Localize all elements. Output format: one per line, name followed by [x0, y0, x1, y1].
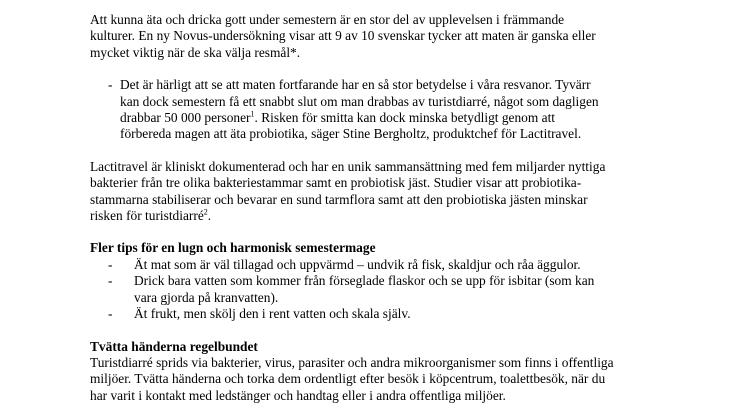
intro-line: mycket viktig när de ska välja resmål*.: [90, 44, 301, 60]
list-dash: -: [108, 273, 113, 289]
lactitravel-text: risken för turistdiarré: [90, 208, 204, 224]
intro-line: Att kunna äta och dricka gott under semestern är en stor del av upplevelsen i främmande: [90, 12, 565, 27]
tips-heading: Fler tips för en lugn och harmonisk semestermage: [90, 240, 376, 256]
list-item-text: vara gjorda på kranvatten).: [134, 289, 279, 305]
lactitravel-text: .: [207, 208, 212, 224]
lactitravel-line: Lactitravel är kliniskt dokumenterad och har en unik sammansättning med fem miljarder nyttiga: [90, 158, 606, 174]
list-dash: -: [108, 306, 113, 322]
lactitravel-paragraph: [90, 159, 690, 225]
lactitravel-line: [90, 208, 690, 224]
hands-line: Turistdiarré sprids via bakterier, virus, parasiter och andra mikroorganismer som finns i offentliga: [90, 354, 614, 370]
footnote-ref-1: 1: [250, 109, 255, 119]
hands-heading: Tvätta händerna regelbundet: [90, 338, 258, 354]
quote-line: kan dock semestern få ett snabbt slut om man drabbas av turistdiarré, något som dagligen: [120, 93, 599, 109]
document-page: [90, 12, 690, 404]
list-item: [90, 306, 690, 322]
list-item-text: Ät frukt, men skölj den i rent vatten och skala själv.: [134, 306, 411, 322]
intro-line: kulturer. En ny Novus-undersökning visar att 9 av 10 svenskar tycker att maten är ganska eller: [90, 28, 596, 44]
quote-line: förbereda magen att äta probiotika, säger Stine Bergholtz, produktchef för Lactitravel.: [120, 126, 582, 142]
hands-paragraph: [90, 355, 690, 404]
hands-line: miljöer. Tvätta händerna och torka dem ordentligt efter besök i köpcentrum, toalettbesök, när du: [90, 371, 606, 387]
quote-text: . Risken för smitta kan dock minska betydligt genom att: [254, 110, 556, 126]
quote-text: drabbar 50 000 personer: [120, 110, 251, 126]
quote-line: [120, 110, 690, 126]
quote-block: [90, 77, 690, 143]
footnote-ref-2: 2: [203, 207, 208, 217]
quote-dash: -: [108, 77, 113, 93]
list-item: [90, 273, 690, 306]
tips-list: [90, 257, 690, 323]
lactitravel-line: bakterier från tre olika bakteriestammar samt en probiotisk jäst. Studier visar att probiotika-: [90, 175, 582, 191]
lactitravel-line: stammarna stabiliserar och bevarar en sund tarmflora samt att den probiotiska jästen minskar: [90, 191, 588, 207]
list-dash: -: [108, 256, 113, 272]
quote-line: Det är härligt att se att maten fortfarande har en så stor betydelse i våra resvanor. Tyvärr: [120, 77, 591, 93]
hands-line: har varit i kontakt med ledstänger och handtag eller i andra offentliga miljöer.: [90, 387, 506, 403]
list-item-text: Drick bara vatten som kommer från förseglade flaskor och se upp för isbitar (som kan: [134, 273, 595, 289]
list-item: [90, 257, 690, 273]
intro-paragraph: [90, 12, 690, 61]
list-item-text: Ät mat som är väl tillagad och uppvärmd – undvik rå fisk, skaldjur och råa äggulor.: [134, 256, 581, 272]
